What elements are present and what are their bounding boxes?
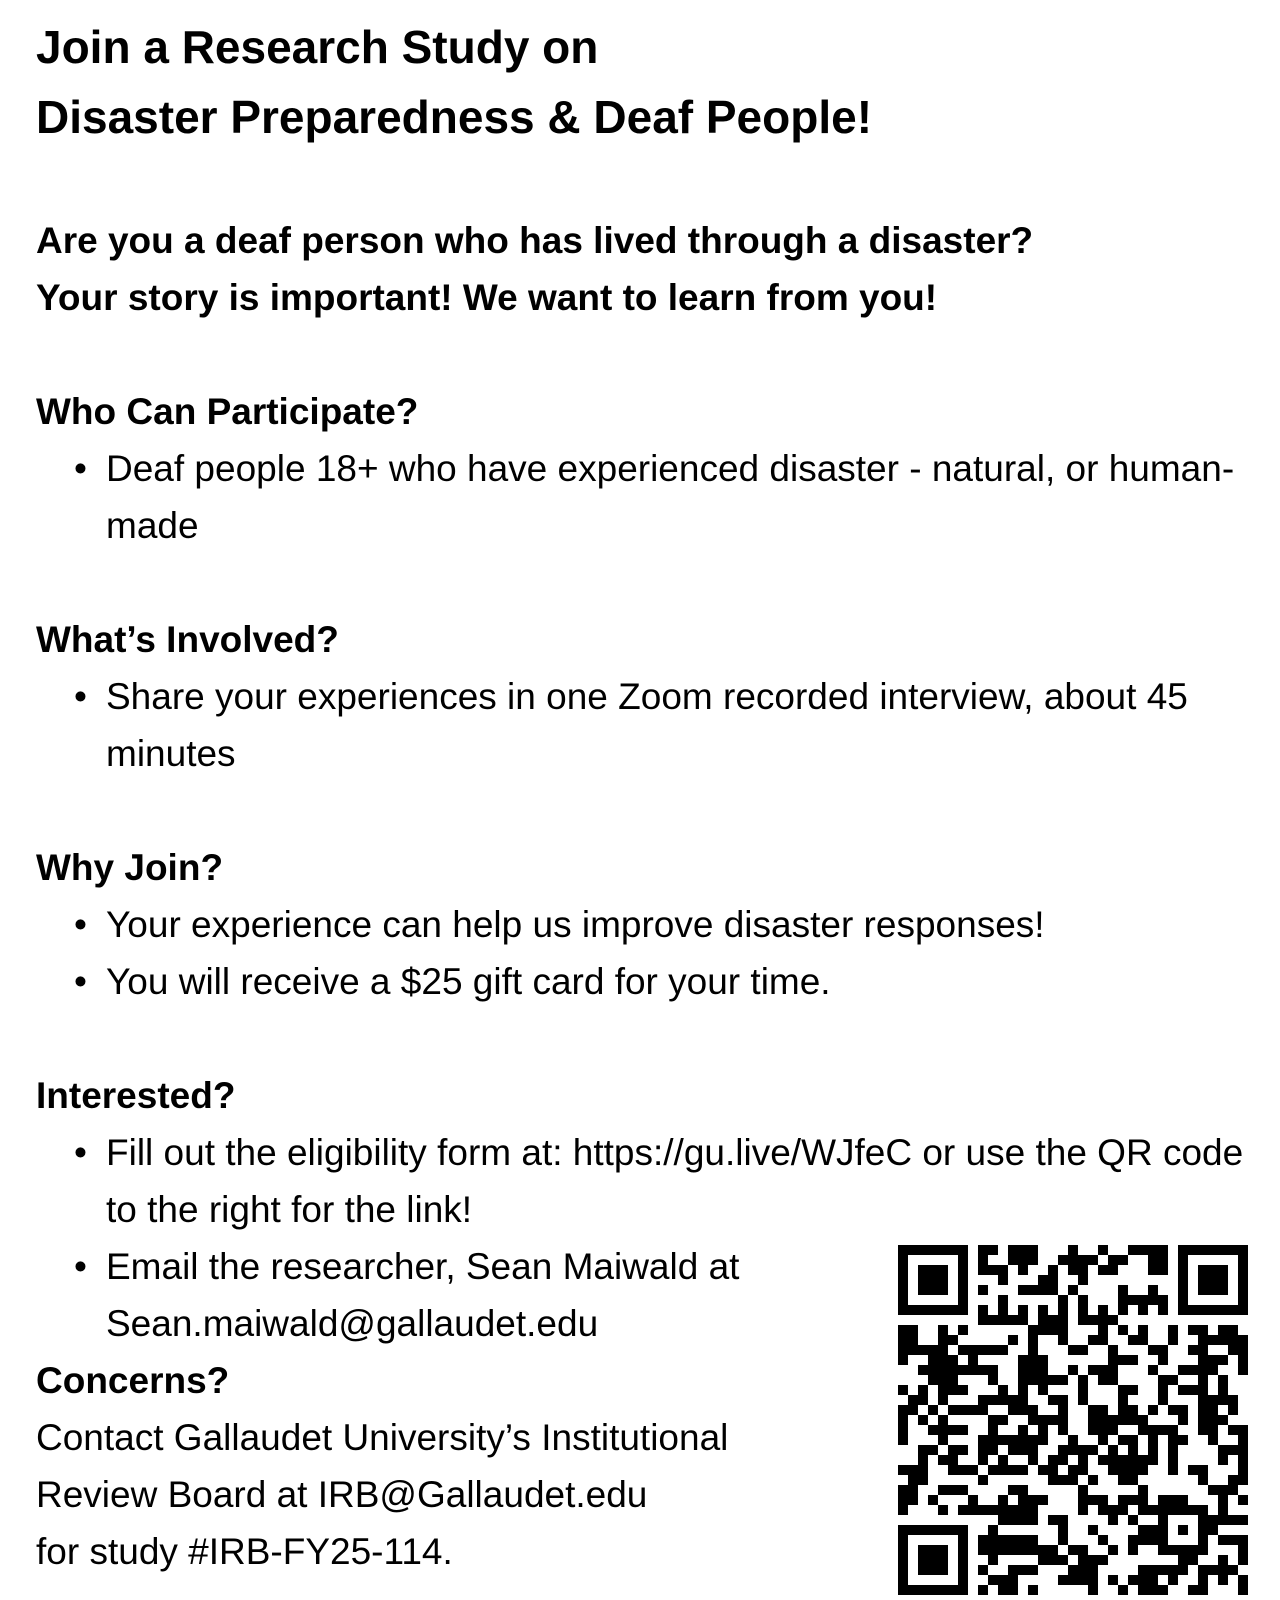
bullet-icon: •: [74, 676, 87, 717]
contact-line-1: Contact Gallaudet University’s Institutional: [36, 1417, 729, 1458]
section-why-join: [36, 839, 1246, 1010]
bullet-list: [36, 896, 1246, 1010]
list-item-text: Email the researcher, Sean Maiwald at Sean.maiwald@gallaudet.edu: [106, 1246, 740, 1344]
contact-line-3: for study #IRB-FY25-114.: [36, 1531, 453, 1572]
list-item-email-researcher[interactable]: [36, 1238, 866, 1352]
intro-line-1: Are you a deaf person who has lived through a disaster?: [36, 220, 1034, 261]
section-heading: Interested?: [36, 1075, 236, 1116]
list-item: [36, 668, 1246, 782]
bullet-icon: •: [74, 1132, 87, 1173]
list-item: [36, 896, 1246, 953]
irb-contact-text: [36, 1409, 856, 1580]
flyer-title: [36, 12, 1246, 152]
list-item-text: Fill out the eligibility form at: https://gu.live/WJfeC or use the QR code to the right for the link!: [106, 1132, 1244, 1230]
list-item-eligibility-form[interactable]: [36, 1124, 1246, 1238]
list-item-text: Your experience can help us improve disaster responses!: [106, 904, 1045, 945]
qr-code-icon[interactable]: [898, 1245, 1248, 1595]
section-whats-involved: [36, 611, 1246, 782]
list-item-text: Deaf people 18+ who have experienced disaster - natural, or human-made: [106, 448, 1235, 546]
bullet-list: [36, 1124, 1246, 1238]
list-item-text: Share your experiences in one Zoom recorded interview, about 45 minutes: [106, 676, 1188, 774]
section-heading: Concerns?: [36, 1360, 230, 1401]
bullet-icon: •: [74, 448, 87, 489]
list-item: [36, 953, 1246, 1010]
contact-line-2[interactable]: Review Board at IRB@Gallaudet.edu: [36, 1474, 648, 1515]
section-heading: What’s Involved?: [36, 619, 339, 660]
list-item-text: You will receive a $25 gift card for your time.: [106, 961, 831, 1002]
list-item: [36, 440, 1246, 554]
bullet-list: [36, 440, 1246, 554]
intro-line-2: Your story is important! We want to learn from you!: [36, 277, 938, 318]
bullet-list: [36, 668, 1246, 782]
title-line-2: Disaster Preparedness & Deaf People!: [36, 91, 873, 143]
bullet-icon: •: [74, 1246, 87, 1287]
section-heading: Why Join?: [36, 847, 224, 888]
intro-question: [36, 212, 1246, 326]
title-line-1: Join a Research Study on: [36, 21, 599, 73]
section-heading: Who Can Participate?: [36, 391, 419, 432]
section-who-can-participate: [36, 383, 1246, 554]
bullet-icon: •: [74, 961, 87, 1002]
bullet-icon: •: [74, 904, 87, 945]
